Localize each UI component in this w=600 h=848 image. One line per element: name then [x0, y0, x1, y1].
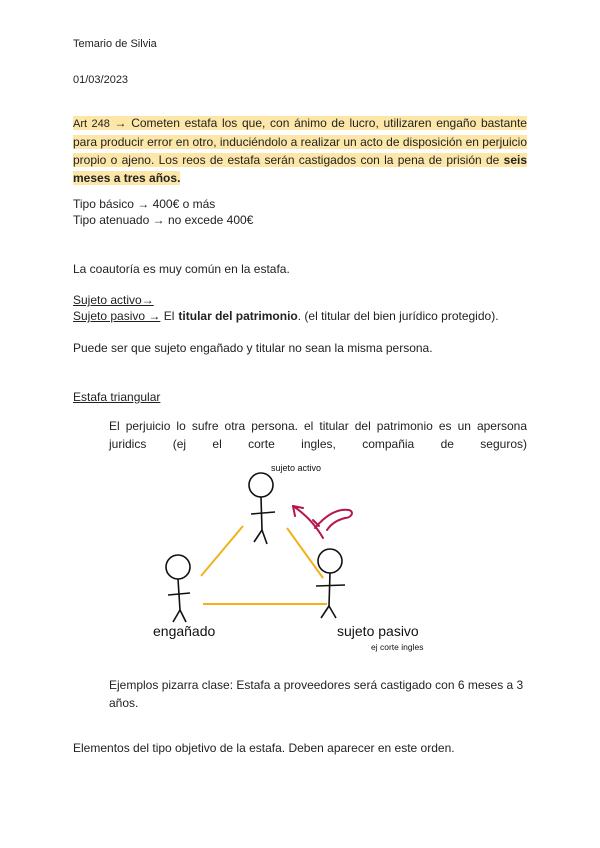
enganado-figure [166, 555, 190, 622]
sujeto-activo-figure [249, 473, 275, 544]
puede-text: Puede ser que sujeto engañado y titular no sean la misma persona. [73, 341, 433, 355]
arrow-icon: → [114, 116, 127, 130]
red-arrow-icon [293, 506, 352, 538]
estafa-triangular-diagram [137, 458, 527, 654]
coautoria-text: La coautoría es muy común en la estafa. [73, 262, 290, 276]
article-body: Cometen estafa los que, con ánimo de lucro, utilizaren engaño bastante para producir error en otro, induciéndolo a realizar un acto de disposición en perjuicio propio o ajeno. Los reos de estafa serán castigados con la pena de prisión de [73, 116, 527, 167]
sujeto-pasivo-rest: . (el titular del bien jurídico protegido). [297, 309, 499, 323]
article-number: Art 248 [73, 118, 110, 130]
article-penalty: seis meses a tres años. [73, 153, 527, 185]
label-sujeto-pasivo: sujeto pasivo [337, 623, 419, 639]
sujeto-activo: Sujeto activo→ [73, 293, 154, 307]
article-text [73, 116, 527, 185]
ejemplos-text: Ejemplos pizarra clase: Estafa a proveedores será castigado con 6 meses a 3 años. [109, 678, 524, 710]
triangular-line-1: El perjuicio lo sufre otra persona. el titular del patrimonio es un apersona [109, 419, 527, 433]
document-title: Temario de Silvia [73, 38, 157, 50]
estafa-triangular-heading: Estafa triangular [73, 390, 161, 404]
elementos-text: Elementos del tipo objetivo de la estafa. Deben aparecer en este orden. [73, 741, 455, 755]
triangular-line-2: juridics (ej el corte ingles, compañia de seguros) [109, 437, 527, 451]
label-ej-corte-ingles: ej corte ingles [371, 642, 424, 652]
sujeto-pasivo-figure [316, 549, 345, 618]
document-date: 01/03/2023 [73, 74, 129, 86]
triangle-left-edge [201, 526, 243, 576]
sujeto-pasivo-el: El [163, 309, 175, 323]
label-sujeto-activo: sujeto activo [271, 463, 322, 473]
tipo-atenuado: Tipo atenuado → no excede 400€ [73, 213, 254, 227]
sujeto-pasivo-bold: titular del patrimonio [178, 309, 298, 323]
label-enganado: engañado [153, 623, 216, 639]
article-248-paragraph [73, 114, 527, 187]
sujeto-pasivo-label: Sujeto pasivo → [73, 309, 161, 323]
tipo-basico: Tipo básico → 400€ o más [73, 197, 216, 211]
triangle-right-edge [287, 528, 323, 578]
sujeto-pasivo-line [73, 308, 499, 324]
